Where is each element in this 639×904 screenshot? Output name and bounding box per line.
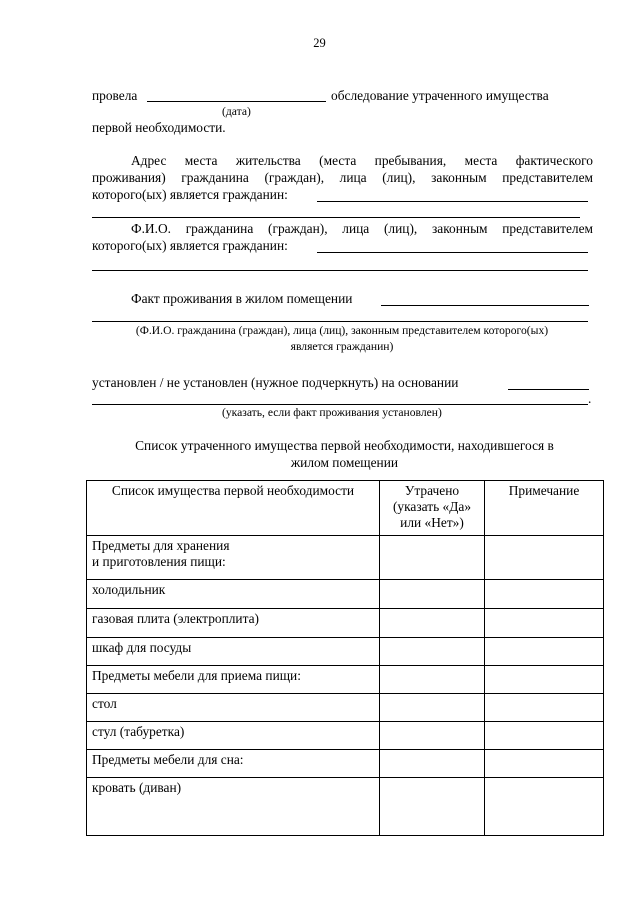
residence-caption-1: (Ф.И.О. гражданина (граждан), лица (лиц), законным представителем которого(ых) [135,324,549,337]
row-note-cell[interactable] [485,609,604,638]
address-blank-1[interactable] [317,201,588,202]
row-item: стул (табуретка) [87,722,380,750]
established-end-mark: . [588,391,592,406]
address-blank-2[interactable] [92,217,580,218]
row-item: Предметы мебели для сна: [87,750,380,778]
row-note-cell[interactable] [485,750,604,778]
table-row [87,609,604,638]
address-line-1: Адрес места жительства (места пребывания, места фактического [131,153,593,168]
fio-blank-1[interactable] [317,252,588,253]
residence-blank-1[interactable] [381,305,589,306]
header-lost: Утрачено (указать «Да» или «Нет») [380,481,485,536]
row-note-cell[interactable] [485,666,604,694]
established-blank-2[interactable] [92,404,588,405]
line2: первой необходимости. [92,120,226,135]
row-note-cell[interactable] [485,638,604,666]
row-item: газовая плита (электроплита) [87,609,380,638]
line1-before: провела [92,88,138,103]
row-lost-cell[interactable] [380,666,485,694]
list-title-1: Список утраченного имущества первой необходимости, находившегося в [135,438,554,453]
row-note-cell[interactable] [485,580,604,609]
row-item: Предметы для хранения и приготовления пищи: [87,536,380,580]
fio-line-1: Ф.И.О. гражданина (граждан), лица (лиц), законным представителем [131,221,593,236]
table-row [87,638,604,666]
table-header-row [87,481,604,536]
row-item: стол [87,694,380,722]
inventory-table [86,480,604,836]
list-title-2: жилом помещении [290,455,399,470]
address-line-3: которого(ых) является гражданин: [92,187,288,202]
date-blank[interactable] [147,101,326,102]
row-lost-cell[interactable] [380,750,485,778]
date-caption: (дата) [222,105,251,118]
row-item: кровать (диван) [87,778,380,836]
fio-blank-2[interactable] [92,270,588,271]
row-lost-cell[interactable] [380,694,485,722]
address-line-2: проживания) гражданина (граждан), лица (лиц), законным представителем [92,170,593,185]
row-lost-cell[interactable] [380,580,485,609]
row-lost-cell[interactable] [380,638,485,666]
residence-text: Факт проживания в жилом помещении [131,291,353,306]
established-text: установлен / не установлен (нужное подчеркнуть) на основании [92,375,459,390]
fio-line-2: которого(ых) является гражданин: [92,238,288,253]
row-lost-cell[interactable] [380,722,485,750]
line1-after: обследование утраченного имущества [331,88,549,103]
row-item: шкаф для посуды [87,638,380,666]
table-row [87,580,604,609]
table-row [87,722,604,750]
row-lost-cell[interactable] [380,778,485,836]
row-item: холодильник [87,580,380,609]
table-row [87,778,604,836]
row-item: Предметы мебели для приема пищи: [87,666,380,694]
row-note-cell[interactable] [485,694,604,722]
established-caption: (указать, если факт проживания установлен) [222,406,442,419]
page-number: 29 [313,36,326,50]
row-note-cell[interactable] [485,536,604,580]
table-row [87,694,604,722]
table-row [87,536,604,580]
row-note-cell[interactable] [485,778,604,836]
table-row [87,750,604,778]
residence-caption-2: является гражданин) [290,340,394,353]
established-blank-1[interactable] [508,389,589,390]
header-items: Список имущества первой необходимости [87,481,380,536]
row-note-cell[interactable] [485,722,604,750]
table-row [87,666,604,694]
residence-blank-2[interactable] [92,321,588,322]
row-lost-cell[interactable] [380,536,485,580]
header-note: Примечание [485,481,604,536]
row-lost-cell[interactable] [380,609,485,638]
